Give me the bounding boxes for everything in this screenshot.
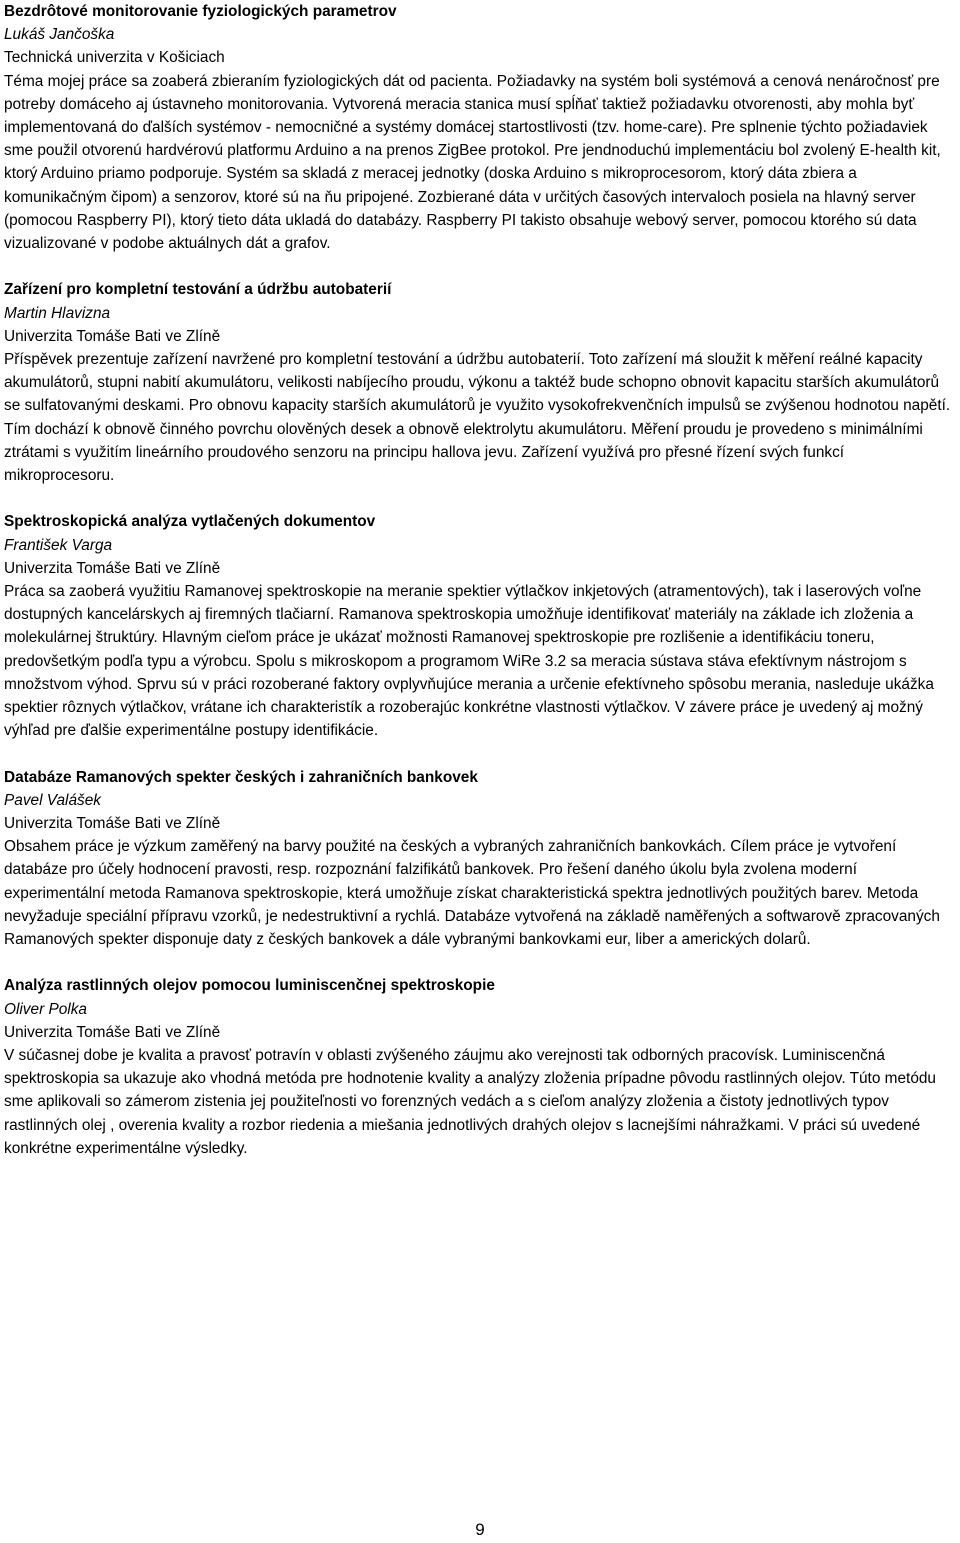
entry-title: Zařízení pro kompletní testování a údržbu autobaterií	[4, 281, 392, 299]
entry-title: Analýza rastlinných olejov pomocou luminiscenčnej spektroskopie	[4, 977, 495, 995]
entry-title: Spektroskopická analýza vytlačených dokumentov	[4, 513, 376, 531]
entry-institution: Univerzita Tomáše Bati ve Zlíně	[4, 327, 221, 345]
entry-author: František Varga	[4, 536, 113, 554]
abstract-entry	[4, 510, 956, 742]
entry-abstract: Příspěvek prezentuje zařízení navržené pro kompletní testování a údržbu autobaterií. Toto zařízení má sloužit k měření reálné kapacity akumulátorů, stupni nabití akumulátoru, velikosti nabíjecího proudu, výkonu a taktéž bude schopno obnovit kapacitu starších akumulátorů se sulfatovanými deskami. Pro obnovu kapacity starších akumulátorů je využito vysokofrekvenčních impulsů se zvýšenou hodnotou napětí. Tím dochází k obnově činného povrchu olověných desek a obnově elektrolytu akumulátoru. Měření proudu je provedeno s minimálními ztrátami s využitím lineárního proudového senzoru na principu hallova jevu. Zařízení využívá pro přesné řízení svých funkcí mikroprocesoru.	[4, 351, 951, 485]
abstract-entry	[4, 0, 956, 255]
entry-author: Lukáš Jančoška	[4, 26, 115, 44]
entry-abstract: Obsahem práce je výzkum zaměřený na barvy použité na českých a vybraných zahraničních bankovkách. Cílem práce je vytvoření databáze pro účely hodnocení pravosti, resp. rozpoznání falzifikátů bankovek. Pro řešení daného úkolu byla zvolena moderní experimentální metoda Ramanova spektroskopie, která umožňuje získat charakteristická spektra jednotlivých použitých barev. Metoda nevyžaduje speciální přípravu vzorků, je nedestruktivní a rychlá. Databáze vytvořená na základě naměřených a softwarově zpracovaných Ramanových spekter disponuje daty z českých bankovek a dále vybranými bankovkami eur, liber a amerických dolarů.	[4, 838, 940, 949]
entry-institution: Univerzita Tomáše Bati ve Zlíně	[4, 1023, 221, 1041]
entry-institution: Univerzita Tomáše Bati ve Zlíně	[4, 559, 221, 577]
entry-abstract: V súčasnej dobe je kvalita a pravosť potravín v oblasti zvýšeného záujmu ako verejnosti tak odborných pracovísk. Luminiscenčná spektroskopia sa ukazuje ako vhodná metóda pre hodnotenie kvality a analýzy zloženia prípadne pôvodu rastlinných olejov. Túto metódu sme aplikovali so zámerom zistenia jej použiteľnosti vo forenzných vedách a s cieľom analýzy zloženia a čistoty jednotlivých typov rastlinných olej , overenia kvality a rozbor riedenia a miešania jednotlivých drahých olejov s lacnejšími náhražkami. V práci sú uvedené konkrétne experimentálne výsledky.	[4, 1047, 936, 1157]
entry-abstract: Práca sa zaoberá využitiu Ramanovej spektroskopie na meranie spektier výtlačkov inkjetových (atramentových), tak i laserových voľne dostupných kancelárskych aj firemných tlačiarní. Ramanova spektroskopia umožňuje identifikovať materiály na základe ich zloženia a molekulárnej štruktúry. Hlavným cieľom práce je ukázať možnosti Ramanovej spektroskopie pre rozlišenie a identifikáciu toneru, predovšetkým podľa typu a výrobcu. Spolu s mikroskopom a programom WiRe 3.2 sa meracia sústava stáva efektívnym nástrojom s množstvom výhod. Sprvu sú v práci rozoberané faktory ovplyvňujúce merania a určenie efektívneho spôsobu merania, nasleduje ukážka spektier rôznych výtlačkov, vrátane ich charakteristík a rozoberajúc konkrétne vlastnosti výtlačkov. V závere práce je uvedený aj možný výhľad pre ďalšie experimentálne postupy identifikácie.	[4, 583, 934, 740]
abstract-entry	[4, 974, 956, 1160]
entry-author: Martin Hlavizna	[4, 304, 111, 322]
entry-author: Pavel Valášek	[4, 791, 101, 809]
entry-title: Bezdrôtové monitorovanie fyziologických parametrov	[4, 3, 397, 20]
page-number: 9	[475, 1520, 485, 1539]
entry-institution: Univerzita Tomáše Bati ve Zlíně	[4, 815, 221, 833]
abstracts-list	[4, 0, 956, 1183]
abstract-entry	[4, 278, 956, 487]
abstract-entry	[4, 766, 956, 952]
entry-title: Databáze Ramanových spekter českých i zahraničních bankovek	[4, 768, 478, 786]
entry-institution: Technická univerzita v Košiciach	[4, 49, 225, 67]
entry-author: Oliver Polka	[4, 1000, 87, 1018]
entry-abstract: Téma mojej práce sa zoaberá zbieraním fyziologických dát od pacienta. Požiadavky na systém boli systémová a cenová nenáročnosť pre potreby domáceho aj ústavneho monitorovania. Vytvorená meracia stanica musí spĺňať taktiež požiadavku otvorenosti, aby mohla byť implementovaná do ďalších systémov - nemocničné a systémy domácej startostlivosti (tzv. home-care). Pre splnenie týchto požiadaviek sme použil otvorenú hardvérovú platformu Arduino a na prenos ZigBee protokol. Pre jendnoduchú implementáciu bol zvolený E-health kit, ktorý Arduino priamo podporuje. Systém sa skladá z meracej jednotky (doska Arduino s mikroprocesorom, ktorý dáta zbiera a komunikačným čipom) a senzorov, ktoré sú na ňu pripojené. Zozbierané dáta v určitých časových intervaloch posiela na hlavný server (pomocou Raspberry PI), ktorý tieto dáta ukladá do databázy. Raspberry PI takisto obsahuje webový server, pomocou ktorého sú data vizualizované v podobe aktuálnych dát a grafov.	[4, 72, 941, 253]
